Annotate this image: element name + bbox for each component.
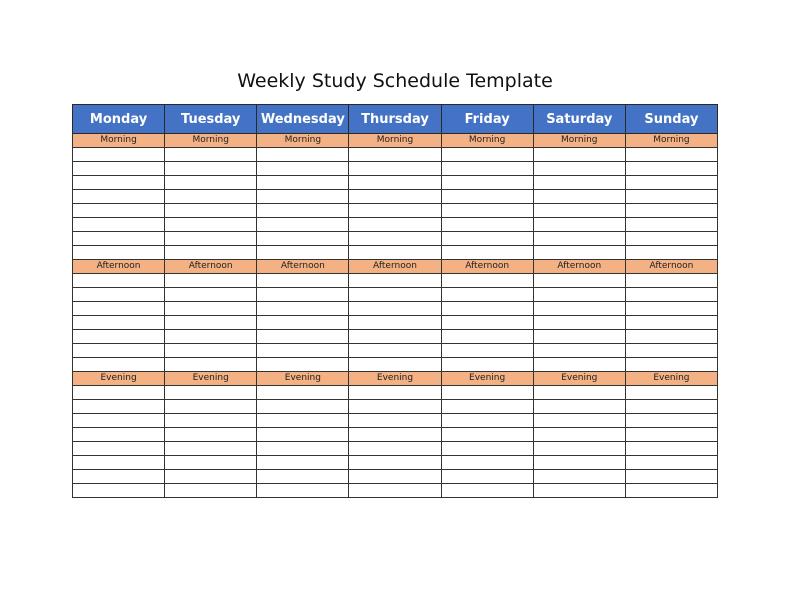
schedule-cell[interactable] <box>441 232 533 246</box>
schedule-cell[interactable] <box>625 414 717 428</box>
table-row <box>73 358 718 372</box>
schedule-cell[interactable] <box>165 246 257 260</box>
schedule-cell[interactable] <box>257 316 349 330</box>
schedule-cell[interactable] <box>441 246 533 260</box>
section-label: Afternoon <box>533 260 625 274</box>
section-label: Evening <box>257 372 349 386</box>
schedule-cell[interactable] <box>533 456 625 470</box>
schedule-cell[interactable] <box>349 204 441 218</box>
schedule-cell[interactable] <box>533 288 625 302</box>
day-header-wednesday: Wednesday <box>257 105 349 134</box>
table-row <box>73 414 718 428</box>
schedule-cell[interactable] <box>625 148 717 162</box>
schedule-cell[interactable] <box>533 176 625 190</box>
schedule-cell[interactable] <box>533 218 625 232</box>
schedule-cell[interactable] <box>257 456 349 470</box>
schedule-cell[interactable] <box>165 274 257 288</box>
table-row <box>73 400 718 414</box>
schedule-cell[interactable] <box>441 442 533 456</box>
section-label: Evening <box>533 372 625 386</box>
schedule-cell[interactable] <box>73 232 165 246</box>
schedule-cell[interactable] <box>441 484 533 498</box>
schedule-cell[interactable] <box>165 176 257 190</box>
schedule-cell[interactable] <box>257 330 349 344</box>
schedule-cell[interactable] <box>73 344 165 358</box>
schedule-cell[interactable] <box>533 344 625 358</box>
section-label: Morning <box>349 134 441 148</box>
schedule-cell[interactable] <box>441 414 533 428</box>
schedule-cell[interactable] <box>625 232 717 246</box>
schedule-cell[interactable] <box>73 162 165 176</box>
schedule-cell[interactable] <box>73 190 165 204</box>
table-row <box>73 218 718 232</box>
schedule-cell[interactable] <box>533 484 625 498</box>
schedule-cell[interactable] <box>441 302 533 316</box>
schedule-cell[interactable] <box>533 470 625 484</box>
schedule-cell[interactable] <box>165 232 257 246</box>
schedule-cell[interactable] <box>349 344 441 358</box>
schedule-cell[interactable] <box>257 274 349 288</box>
schedule-cell[interactable] <box>73 302 165 316</box>
schedule-cell[interactable] <box>625 386 717 400</box>
day-header-row <box>73 105 718 134</box>
schedule-cell[interactable] <box>257 204 349 218</box>
schedule-cell[interactable] <box>257 344 349 358</box>
schedule-cell[interactable] <box>349 400 441 414</box>
section-label: Morning <box>441 134 533 148</box>
section-label: Evening <box>165 372 257 386</box>
day-header-saturday: Saturday <box>533 105 625 134</box>
schedule-cell[interactable] <box>625 400 717 414</box>
schedule-table <box>72 104 718 498</box>
schedule-cell[interactable] <box>533 190 625 204</box>
schedule-cell[interactable] <box>257 386 349 400</box>
schedule-cell[interactable] <box>257 358 349 372</box>
schedule-cell[interactable] <box>165 344 257 358</box>
schedule-cell[interactable] <box>625 316 717 330</box>
schedule-cell[interactable] <box>257 414 349 428</box>
table-row <box>73 442 718 456</box>
schedule-cell[interactable] <box>257 400 349 414</box>
schedule-cell[interactable] <box>165 414 257 428</box>
schedule-cell[interactable] <box>625 302 717 316</box>
table-row <box>73 344 718 358</box>
schedule-cell[interactable] <box>625 344 717 358</box>
schedule-cell[interactable] <box>349 176 441 190</box>
schedule-cell[interactable] <box>165 288 257 302</box>
schedule-cell[interactable] <box>73 386 165 400</box>
schedule-cell[interactable] <box>73 330 165 344</box>
schedule-cell[interactable] <box>625 442 717 456</box>
schedule-cell[interactable] <box>73 358 165 372</box>
schedule-cell[interactable] <box>257 428 349 442</box>
schedule-cell[interactable] <box>625 204 717 218</box>
schedule-cell[interactable] <box>257 148 349 162</box>
schedule-cell[interactable] <box>73 176 165 190</box>
day-header-monday: Monday <box>73 105 165 134</box>
schedule-cell[interactable] <box>349 218 441 232</box>
section-label: Evening <box>73 372 165 386</box>
schedule-cell[interactable] <box>625 274 717 288</box>
schedule-cell[interactable] <box>165 316 257 330</box>
schedule-cell[interactable] <box>349 386 441 400</box>
schedule-cell[interactable] <box>441 218 533 232</box>
schedule-cell[interactable] <box>257 232 349 246</box>
schedule-cell[interactable] <box>257 302 349 316</box>
schedule-cell[interactable] <box>73 288 165 302</box>
schedule-cell[interactable] <box>533 232 625 246</box>
schedule-cell[interactable] <box>349 302 441 316</box>
schedule-cell[interactable] <box>257 176 349 190</box>
section-label: Evening <box>349 372 441 386</box>
schedule-cell[interactable] <box>441 330 533 344</box>
schedule-cell[interactable] <box>441 400 533 414</box>
schedule-cell[interactable] <box>165 218 257 232</box>
day-header-friday: Friday <box>441 105 533 134</box>
table-row <box>73 190 718 204</box>
schedule-cell[interactable] <box>441 386 533 400</box>
day-header-tuesday: Tuesday <box>165 105 257 134</box>
schedule-cell[interactable] <box>625 162 717 176</box>
schedule-cell[interactable] <box>73 218 165 232</box>
section-label: Morning <box>257 134 349 148</box>
schedule-cell[interactable] <box>441 204 533 218</box>
schedule-cell[interactable] <box>257 470 349 484</box>
schedule-cell[interactable] <box>165 204 257 218</box>
table-row <box>73 176 718 190</box>
schedule-cell[interactable] <box>349 456 441 470</box>
schedule-cell[interactable] <box>349 358 441 372</box>
section-label: Afternoon <box>349 260 441 274</box>
schedule-cell[interactable] <box>441 470 533 484</box>
table-row <box>73 162 718 176</box>
section-label: Morning <box>73 134 165 148</box>
schedule-cell[interactable] <box>165 400 257 414</box>
schedule-cell[interactable] <box>625 358 717 372</box>
schedule-cell[interactable] <box>257 162 349 176</box>
schedule-cell[interactable] <box>441 316 533 330</box>
schedule-cell[interactable] <box>349 484 441 498</box>
schedule-cell[interactable] <box>625 176 717 190</box>
table-row <box>73 274 718 288</box>
schedule-cell[interactable] <box>349 442 441 456</box>
schedule-cell[interactable] <box>73 148 165 162</box>
schedule-cell[interactable] <box>533 302 625 316</box>
table-row <box>73 288 718 302</box>
day-header-sunday: Sunday <box>625 105 717 134</box>
schedule-cell[interactable] <box>349 288 441 302</box>
schedule-cell[interactable] <box>533 442 625 456</box>
schedule-cell[interactable] <box>349 330 441 344</box>
table-row <box>73 456 718 470</box>
schedule-cell[interactable] <box>441 148 533 162</box>
day-header-thursday: Thursday <box>349 105 441 134</box>
schedule-cell[interactable] <box>257 484 349 498</box>
table-row <box>73 428 718 442</box>
schedule-cell[interactable] <box>533 162 625 176</box>
section-label: Afternoon <box>165 260 257 274</box>
section-label: Evening <box>441 372 533 386</box>
table-row <box>73 386 718 400</box>
schedule-cell[interactable] <box>73 274 165 288</box>
section-label: Morning <box>165 134 257 148</box>
schedule-cell[interactable] <box>165 190 257 204</box>
schedule-cell[interactable] <box>73 456 165 470</box>
schedule-cell[interactable] <box>349 232 441 246</box>
schedule-cell[interactable] <box>349 148 441 162</box>
schedule-cell[interactable] <box>533 204 625 218</box>
schedule-cell[interactable] <box>349 190 441 204</box>
schedule-cell[interactable] <box>625 456 717 470</box>
schedule-cell[interactable] <box>73 204 165 218</box>
schedule-cell[interactable] <box>73 484 165 498</box>
section-label: Afternoon <box>625 260 717 274</box>
schedule-cell[interactable] <box>441 428 533 442</box>
schedule-cell[interactable] <box>165 330 257 344</box>
table-row <box>73 246 718 260</box>
schedule-cell[interactable] <box>165 148 257 162</box>
schedule-cell[interactable] <box>73 316 165 330</box>
schedule-cell[interactable] <box>349 470 441 484</box>
section-row-evening <box>73 372 718 386</box>
table-row <box>73 484 718 498</box>
schedule-cell[interactable] <box>257 288 349 302</box>
schedule-cell[interactable] <box>625 190 717 204</box>
schedule-cell[interactable] <box>625 218 717 232</box>
schedule-cell[interactable] <box>257 190 349 204</box>
schedule-cell[interactable] <box>165 302 257 316</box>
schedule-cell[interactable] <box>441 288 533 302</box>
table-row <box>73 316 718 330</box>
schedule-cell[interactable] <box>73 470 165 484</box>
schedule-cell[interactable] <box>441 176 533 190</box>
schedule-cell[interactable] <box>257 246 349 260</box>
schedule-cell[interactable] <box>441 358 533 372</box>
schedule-cell[interactable] <box>165 484 257 498</box>
section-label: Evening <box>625 372 717 386</box>
table-row <box>73 470 718 484</box>
schedule-cell[interactable] <box>441 456 533 470</box>
schedule-cell[interactable] <box>533 274 625 288</box>
schedule-cell[interactable] <box>533 246 625 260</box>
schedule-cell[interactable] <box>349 274 441 288</box>
section-label: Afternoon <box>441 260 533 274</box>
schedule-cell[interactable] <box>73 246 165 260</box>
schedule-cell[interactable] <box>349 246 441 260</box>
schedule-cell[interactable] <box>625 330 717 344</box>
section-label: Afternoon <box>73 260 165 274</box>
schedule-cell[interactable] <box>165 442 257 456</box>
table-row <box>73 330 718 344</box>
schedule-cell[interactable] <box>349 428 441 442</box>
schedule-cell[interactable] <box>73 442 165 456</box>
schedule-cell[interactable] <box>165 456 257 470</box>
schedule-cell[interactable] <box>73 428 165 442</box>
schedule-cell[interactable] <box>257 442 349 456</box>
schedule-cell[interactable] <box>257 218 349 232</box>
schedule-cell[interactable] <box>625 484 717 498</box>
section-label: Morning <box>533 134 625 148</box>
schedule-cell[interactable] <box>165 428 257 442</box>
schedule-cell[interactable] <box>533 428 625 442</box>
schedule-cell[interactable] <box>533 414 625 428</box>
schedule-cell[interactable] <box>625 470 717 484</box>
schedule-cell[interactable] <box>165 470 257 484</box>
schedule-cell[interactable] <box>625 428 717 442</box>
page-title: Weekly Study Schedule Template <box>237 70 553 92</box>
schedule-cell[interactable] <box>533 316 625 330</box>
schedule-cell[interactable] <box>349 162 441 176</box>
table-row <box>73 204 718 218</box>
schedule-cell[interactable] <box>533 386 625 400</box>
section-label: Morning <box>625 134 717 148</box>
schedule-cell[interactable] <box>625 246 717 260</box>
schedule-cell[interactable] <box>441 344 533 358</box>
schedule-cell[interactable] <box>73 414 165 428</box>
section-label: Afternoon <box>257 260 349 274</box>
schedule-cell[interactable] <box>625 288 717 302</box>
schedule-cell[interactable] <box>441 162 533 176</box>
schedule-cell[interactable] <box>533 330 625 344</box>
schedule-cell[interactable] <box>533 358 625 372</box>
schedule-cell[interactable] <box>165 386 257 400</box>
table-row <box>73 148 718 162</box>
schedule-cell[interactable] <box>533 400 625 414</box>
schedule-cell[interactable] <box>349 414 441 428</box>
schedule-cell[interactable] <box>165 358 257 372</box>
table-row <box>73 302 718 316</box>
schedule-cell[interactable] <box>441 274 533 288</box>
schedule-cell[interactable] <box>73 400 165 414</box>
schedule-cell[interactable] <box>533 148 625 162</box>
schedule-cell[interactable] <box>441 190 533 204</box>
schedule-cell[interactable] <box>165 162 257 176</box>
table-row <box>73 232 718 246</box>
section-row-morning <box>73 134 718 148</box>
schedule-cell[interactable] <box>349 316 441 330</box>
section-row-afternoon <box>73 260 718 274</box>
